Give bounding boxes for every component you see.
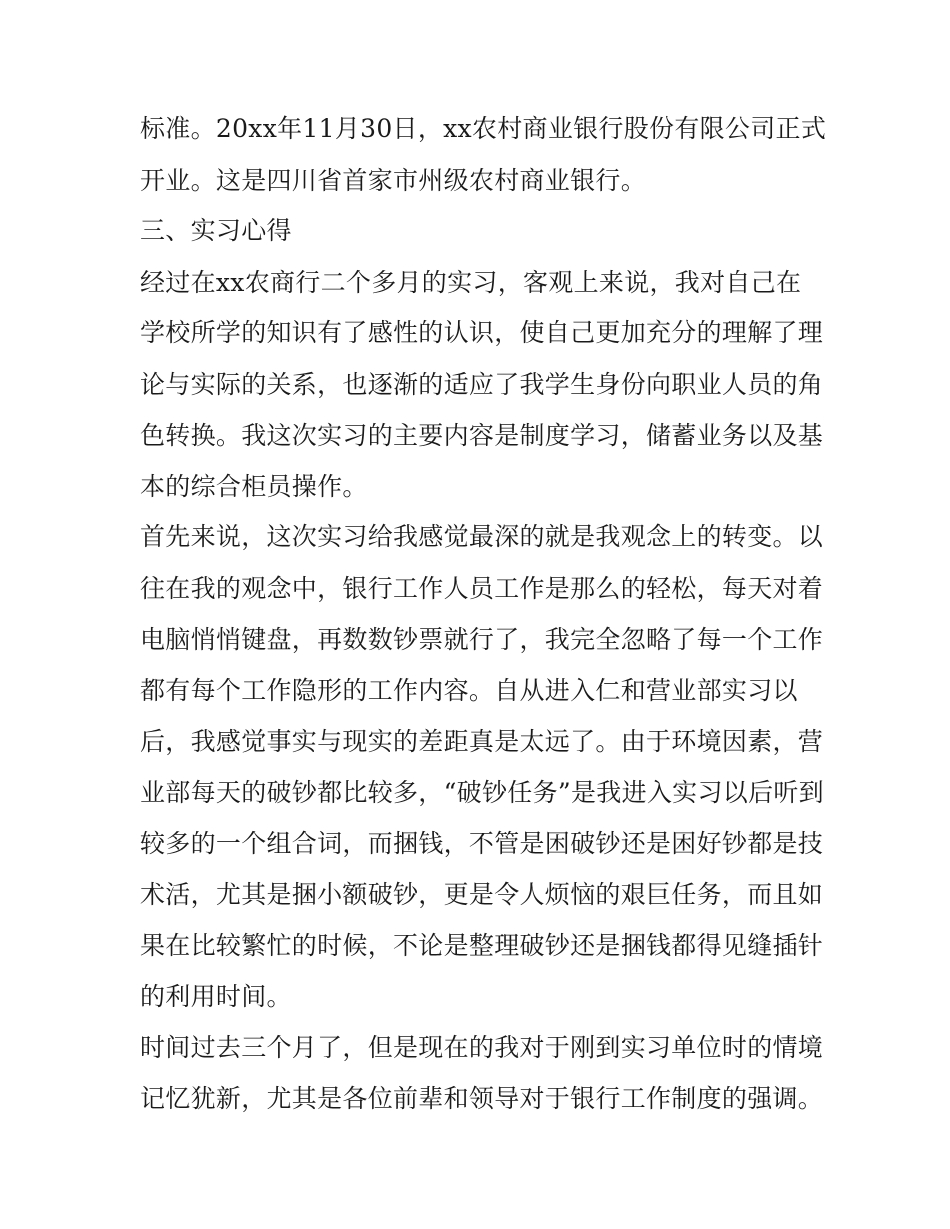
text-line: 果在比较繁忙的时候，不论是整理破钞还是捆钱都得见缝插针 <box>140 931 824 960</box>
text-line: 的利用时间。 <box>140 982 292 1011</box>
text-line: 较多的一个组合词，而捆钱，不管是困破钞还是困好钞都是技 <box>140 829 824 858</box>
text-line: 首先来说，这次实习给我感觉最深的就是我观念上的转变。以 <box>140 522 824 551</box>
text-line: 标准。20xx年11月30日，xx农村商业银行股份有限公司正式 <box>140 114 827 143</box>
text-line: 时间过去三个月了，但是现在的我对于刚到实习单位时的情境 <box>140 1033 824 1062</box>
text-line: 术活，尤其是捆小额破钞，更是令人烦恼的艰巨任务，而且如 <box>140 880 824 909</box>
text-line: 后，我感觉事实与现实的差距真是太远了。由于环境因素，营 <box>140 727 824 756</box>
text-line: 开业。这是四川省首家市州级农村商业银行。 <box>140 166 647 195</box>
text-line: 业部每天的破钞都比较多，“破钞任务”是我进入实习以后听到 <box>140 778 824 807</box>
text-line: 往在我的观念中，银行工作人员工作是那么的轻松，每天对着 <box>140 574 824 603</box>
text-line: 记忆犹新，尤其是各位前辈和领导对于银行工作制度的强调。 <box>140 1084 824 1113</box>
text-line: 经过在xx农商行二个多月的实习，客观上来说，我对自己在 <box>140 268 802 297</box>
text-line: 电脑悄悄键盘，再数数钞票就行了，我完全忽略了每一个工作 <box>140 625 824 654</box>
text-line: 都有每个工作隐形的工作内容。自从进入仁和营业部实习以 <box>140 676 798 705</box>
section-heading: 三、实习心得 <box>140 216 292 245</box>
text-line: 本的综合柜员操作。 <box>140 472 368 501</box>
text-line: 色转换。我这次实习的主要内容是制度学习，储蓄业务以及基 <box>140 421 824 450</box>
text-line: 学校所学的知识有了感性的认识，使自己更加充分的理解了理 <box>140 318 824 347</box>
text-line: 论与实际的关系，也逐渐的适应了我学生身份向职业人员的角 <box>140 370 824 399</box>
